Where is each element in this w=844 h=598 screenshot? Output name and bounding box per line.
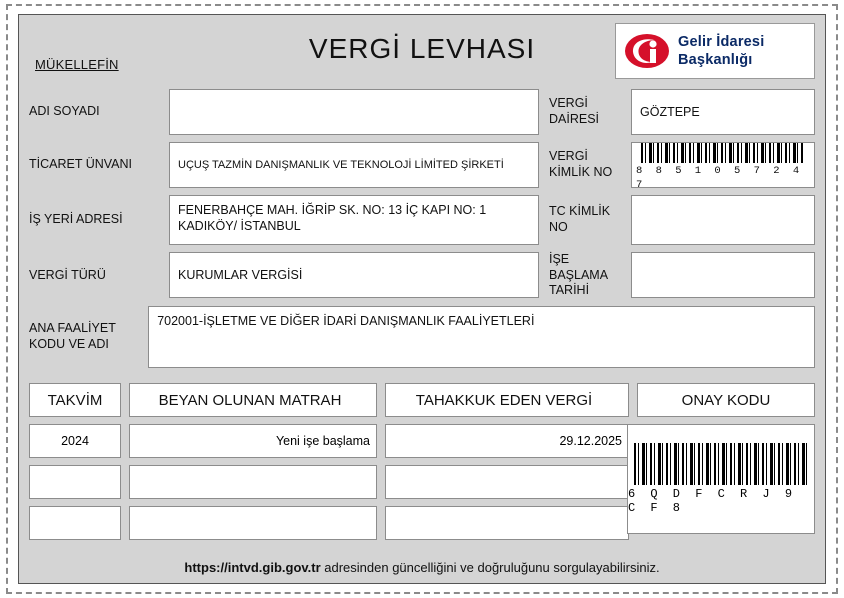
footer-note [19, 560, 825, 575]
label-tc-kimlik-no: TC KİMLİK NO [549, 204, 611, 234]
value-ana-faaliyet: 702001-İŞLETME VE DİĞER İDARİ DANIŞMANLIK FAALİYETLERİ [148, 306, 815, 368]
value-vergi-kimlik-no [631, 142, 815, 188]
table-header-takvim: TAKVİM [29, 383, 121, 417]
document-header [19, 15, 825, 89]
cell-matrah-1: Yeni işe başlama [129, 424, 377, 458]
section-label-mukellefin: MÜKELLEFİN [35, 57, 119, 72]
cell-tahakkuk-1: 29.12.2025 [385, 424, 629, 458]
row-ticaret-unvani [29, 142, 815, 188]
row-ana-faaliyet [29, 306, 815, 368]
gib-logo-text [678, 33, 764, 69]
row-is-yeri-adresi [29, 195, 815, 245]
cell-tahakkuk-2 [385, 465, 629, 499]
label-is-yeri-adresi: İŞ YERİ ADRESİ [29, 212, 123, 227]
cell-takvim-2 [29, 465, 121, 499]
row-vergi-turu [29, 252, 815, 299]
footer-text: adresinden güncelliğini ve doğruluğunu sorgulayabilirsiniz. [320, 560, 660, 575]
label-vergi-dairesi: VERGİ DAİRESİ [549, 96, 600, 126]
value-vergi-dairesi: GÖZTEPE [631, 89, 815, 135]
value-is-yeri-adresi: FENERBAHÇE MAH. İĞRİP SK. NO: 13 İÇ KAPI NO: 1 KADIKÖY/ İSTANBUL [169, 195, 539, 245]
vergi-kimlik-no-digits: 8 8 5 1 0 5 7 2 4 7 [636, 165, 803, 188]
label-adi-soyadi: ADI SOYADI [29, 104, 100, 119]
vergi-kimlik-barcode [636, 142, 810, 188]
table-header-tahakkuk: TAHAKKUK EDEN VERGİ [385, 383, 629, 417]
table-header-row [29, 383, 815, 417]
cell-takvim-1: 2024 [29, 424, 121, 458]
cell-takvim-3 [29, 506, 121, 540]
page-title: VERGİ LEVHASI [308, 33, 536, 64]
gib-logo-line1: Gelir İdaresi [678, 33, 765, 50]
value-vergi-turu: KURUMLAR VERGİSİ [169, 252, 539, 298]
cell-matrah-2 [129, 465, 377, 499]
label-ise-baslama-tarihi: İŞE BAŞLAMA TARİHİ [549, 252, 608, 298]
footer-url[interactable]: https://intvd.gib.gov.tr [184, 560, 321, 575]
document-body [18, 14, 826, 584]
value-tc-kimlik-no [631, 195, 815, 245]
barcode-bars-icon [641, 142, 805, 163]
value-adi-soyadi [169, 89, 539, 135]
gib-logo [615, 23, 815, 79]
onay-kodu-area [627, 424, 815, 534]
label-vergi-turu: VERGİ TÜRÜ [29, 267, 106, 282]
gib-emblem-icon [624, 31, 670, 71]
label-ana-faaliyet: ANA FAALİYET KODU VE ADI [29, 321, 116, 351]
value-ise-baslama-tarihi [631, 252, 815, 298]
onay-barcode-bars-icon [634, 443, 809, 485]
cell-matrah-3 [129, 506, 377, 540]
label-vergi-kimlik-no: VERGİ KİMLİK NO [549, 149, 613, 179]
cell-tahakkuk-3 [385, 506, 629, 540]
label-ticaret-unvani: TİCARET ÜNVANI [29, 157, 133, 172]
table-header-onay-kodu: ONAY KODU [637, 383, 815, 417]
taxpayer-field-grid [19, 89, 825, 375]
declaration-table [29, 383, 815, 547]
row-adi-soyadi [29, 89, 815, 135]
gib-logo-line2: Başkanlığı [678, 52, 753, 68]
value-ticaret-unvani: UÇUŞ TAZMİN DANIŞMANLIK VE TEKNOLOJİ LİMİTED ŞİRKETİ [169, 142, 539, 188]
table-header-matrah: BEYAN OLUNAN MATRAH [129, 383, 377, 417]
onay-kodu-digits: 6 Q D F C R J 9 C F 8 [628, 487, 797, 515]
onay-kodu-barcode [627, 424, 815, 534]
